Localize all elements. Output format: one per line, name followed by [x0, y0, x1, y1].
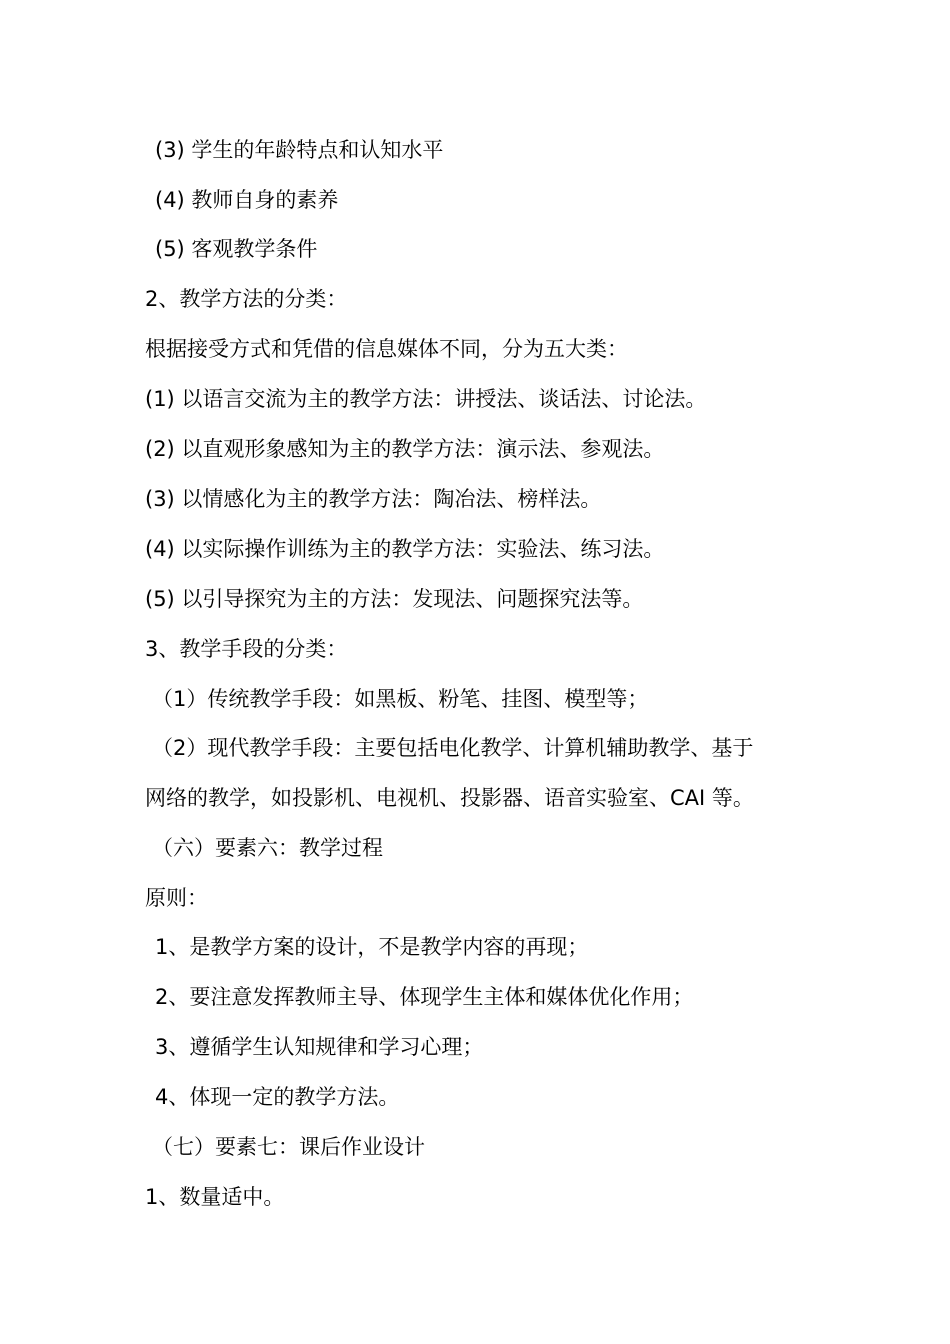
text-line-14: 网络的教学，如投影机、电视机、投影器、语音实验室、CAI 等。	[145, 786, 754, 810]
text-line-3: (5) 客观教学条件	[155, 237, 318, 261]
text-line-1: (3) 学生的年龄特点和认知水平	[155, 138, 444, 162]
text-line-16: 原则：	[145, 886, 208, 910]
text-line-20: 4、体现一定的教学方法。	[155, 1085, 400, 1109]
section-heading-element-seven: （七）要素七：课后作业设计	[152, 1135, 425, 1159]
text-line-13: （2）现代教学手段：主要包括电化教学、计算机辅助教学、基于	[152, 736, 754, 760]
text-line-8: (3) 以情感化为主的教学方法：陶冶法、榜样法。	[145, 487, 602, 511]
text-line-9: (4) 以实际操作训练为主的教学方法：实验法、练习法。	[145, 537, 665, 561]
text-line-12: （1）传统教学手段：如黑板、粉笔、挂图、模型等；	[152, 687, 649, 711]
section-heading-element-six: （六）要素六：教学过程	[152, 836, 383, 860]
text-line-2: (4) 教师自身的素养	[155, 188, 339, 212]
text-line-5: 根据接受方式和凭借的信息媒体不同，分为五大类：	[145, 337, 628, 361]
text-line-19: 3、遵循学生认知规律和学习心理；	[155, 1035, 484, 1059]
text-line-17: 1、是教学方案的设计，不是教学内容的再现；	[155, 935, 589, 959]
section-heading-teaching-means: 3、教学手段的分类：	[145, 637, 348, 661]
text-line-22: 1、数量适中。	[145, 1185, 285, 1209]
text-line-18: 2、要注意发挥教师主导、体现学生主体和媒体优化作用；	[155, 985, 694, 1009]
section-heading-teaching-methods: 2、教学方法的分类：	[145, 287, 348, 311]
text-line-6: (1) 以语言交流为主的教学方法：讲授法、谈话法、讨论法。	[145, 387, 707, 411]
text-line-7: (2) 以直观形象感知为主的教学方法：演示法、参观法。	[145, 437, 665, 461]
text-line-10: (5) 以引导探究为主的方法：发现法、问题探究法等。	[145, 587, 644, 611]
